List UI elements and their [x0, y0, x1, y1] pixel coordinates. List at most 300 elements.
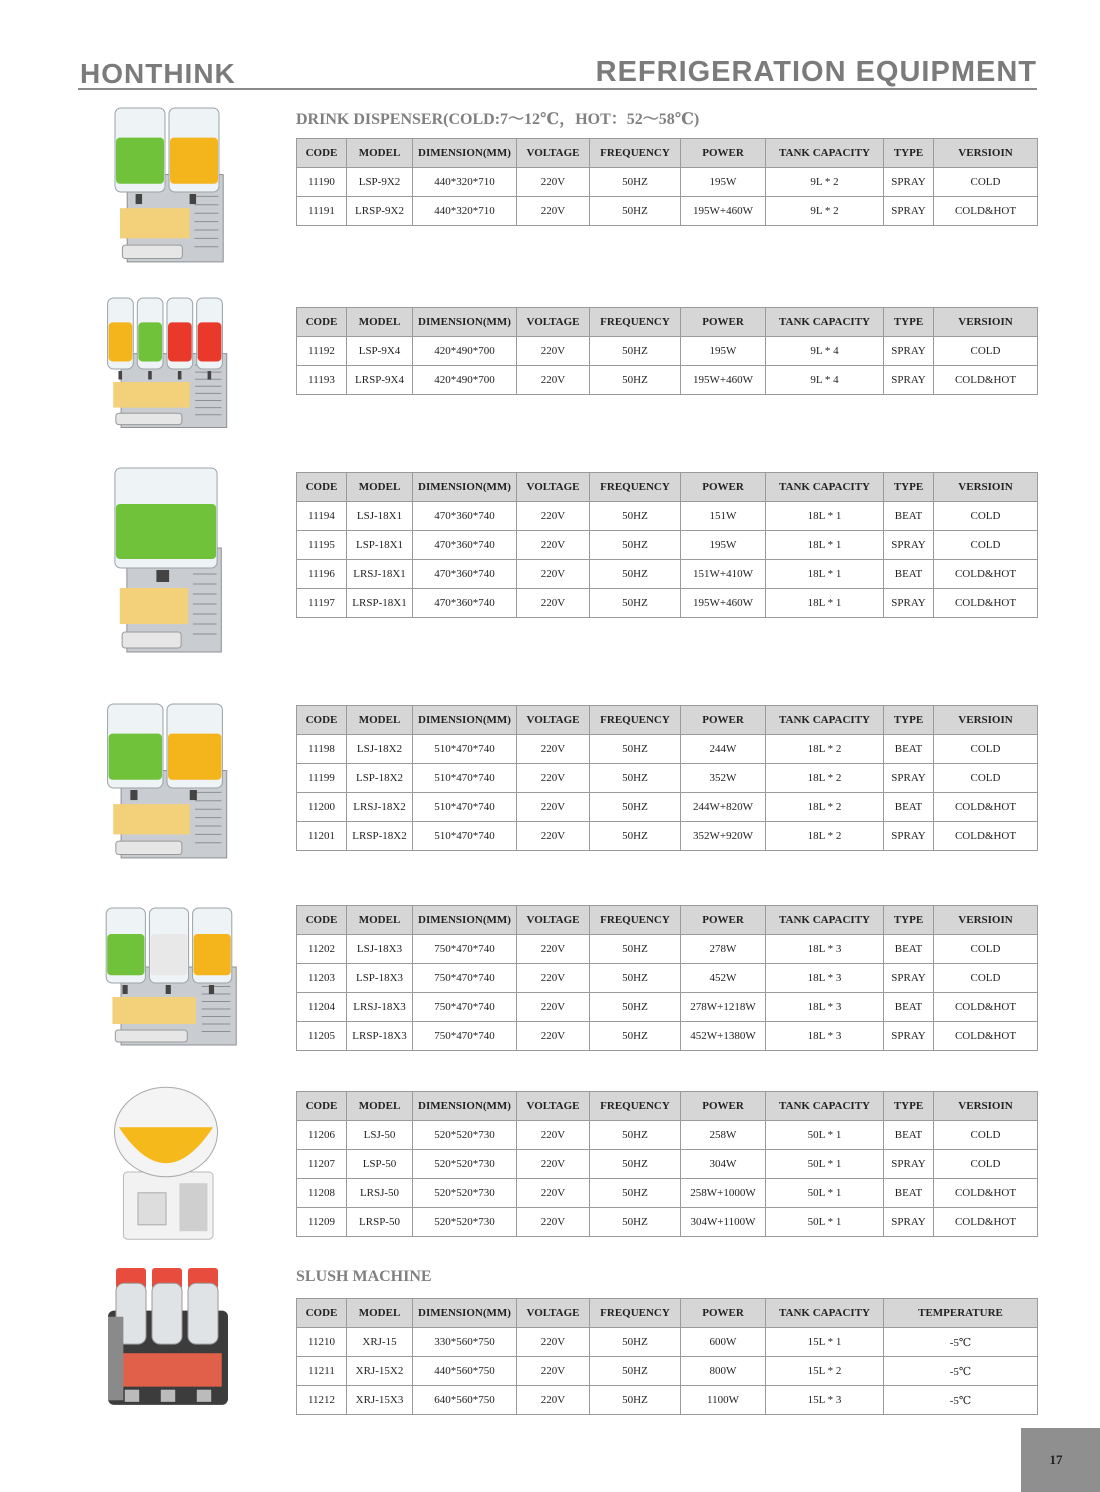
table-cell: 220V: [517, 1121, 590, 1150]
spec-table: [296, 307, 1038, 395]
column-header: CODE: [297, 1299, 347, 1328]
table-row: [297, 964, 1038, 993]
table-row: [297, 1022, 1038, 1051]
table-cell: 50L * 1: [766, 1150, 884, 1179]
table-row: [297, 1179, 1038, 1208]
table-cell: 520*520*730: [413, 1208, 517, 1237]
table-cell: 11200: [297, 793, 347, 822]
table-cell: SPRAY: [884, 168, 934, 197]
column-header: CODE: [297, 1092, 347, 1121]
table-cell: 510*470*740: [413, 735, 517, 764]
column-header: DIMENSION(MM): [413, 706, 517, 735]
table-cell: 220V: [517, 764, 590, 793]
table-row: [297, 735, 1038, 764]
table-cell: 220V: [517, 1150, 590, 1179]
column-header: POWER: [681, 1092, 766, 1121]
table-cell: 11202: [297, 935, 347, 964]
table-cell: 220V: [517, 735, 590, 764]
table-cell: SPRAY: [884, 764, 934, 793]
table-cell: 420*490*700: [413, 366, 517, 395]
table-cell: 470*360*740: [413, 531, 517, 560]
table-cell: 15L * 1: [766, 1328, 884, 1357]
table-cell: 244W+820W: [681, 793, 766, 822]
table-cell: 151W: [681, 502, 766, 531]
column-header: MODEL: [347, 1092, 413, 1121]
table-cell: LSJ-18X2: [347, 735, 413, 764]
table-cell: LRSJ-18X3: [347, 993, 413, 1022]
table-cell: 11205: [297, 1022, 347, 1051]
table-row: [297, 197, 1038, 226]
table-cell: -5℃: [884, 1357, 1038, 1386]
table-cell: 18L * 1: [766, 531, 884, 560]
table-row: [297, 1357, 1038, 1386]
table-cell: 278W+1218W: [681, 993, 766, 1022]
column-header: VERSIOIN: [934, 1092, 1038, 1121]
table-cell: COLD: [934, 1121, 1038, 1150]
column-header: FREQUENCY: [590, 473, 681, 502]
table-cell: 195W+460W: [681, 366, 766, 395]
table-cell: 50HZ: [590, 822, 681, 851]
table-cell: 11210: [297, 1328, 347, 1357]
table-cell: 220V: [517, 168, 590, 197]
table-row: [297, 1386, 1038, 1415]
table-cell: COLD&HOT: [934, 197, 1038, 226]
table-cell: 520*520*730: [413, 1121, 517, 1150]
table-cell: LSP-18X3: [347, 964, 413, 993]
table-cell: 750*470*740: [413, 993, 517, 1022]
table-cell: COLD: [934, 531, 1038, 560]
table-cell: COLD&HOT: [934, 589, 1038, 618]
column-header: MODEL: [347, 906, 413, 935]
table-cell: 50HZ: [590, 197, 681, 226]
table-cell: 50HZ: [590, 366, 681, 395]
table-header-row: [297, 139, 1038, 168]
table-cell: 18L * 1: [766, 560, 884, 589]
column-header: VOLTAGE: [517, 308, 590, 337]
column-header: FREQUENCY: [590, 1092, 681, 1121]
table-cell: 640*560*750: [413, 1386, 517, 1415]
table-cell: LRSP-18X3: [347, 1022, 413, 1051]
table-cell: 220V: [517, 993, 590, 1022]
table-cell: 258W+1000W: [681, 1179, 766, 1208]
table-header-row: [297, 473, 1038, 502]
column-header: CODE: [297, 308, 347, 337]
table-cell: 510*470*740: [413, 764, 517, 793]
table-cell: SPRAY: [884, 366, 934, 395]
column-header: POWER: [681, 473, 766, 502]
table-cell: BEAT: [884, 735, 934, 764]
table-header-row: [297, 706, 1038, 735]
table-cell: 220V: [517, 1179, 590, 1208]
column-header: FREQUENCY: [590, 906, 681, 935]
table-cell: 520*520*730: [413, 1179, 517, 1208]
table-cell: 750*470*740: [413, 935, 517, 964]
table-cell: 50HZ: [590, 1179, 681, 1208]
table-cell: 220V: [517, 589, 590, 618]
column-header: FREQUENCY: [590, 139, 681, 168]
table-cell: 151W+410W: [681, 560, 766, 589]
table-cell: 220V: [517, 1208, 590, 1237]
table-row: [297, 793, 1038, 822]
spec-table: [296, 1091, 1038, 1237]
table-cell: SPRAY: [884, 589, 934, 618]
table-cell: LRSP-50: [347, 1208, 413, 1237]
table-cell: COLD: [934, 168, 1038, 197]
column-header: VOLTAGE: [517, 473, 590, 502]
table-cell: COLD&HOT: [934, 560, 1038, 589]
table-row: [297, 764, 1038, 793]
table-cell: LSP-9X2: [347, 168, 413, 197]
drink-dispenser-4-tank-icon: [100, 294, 232, 436]
column-header: FREQUENCY: [590, 1299, 681, 1328]
table-cell: LRSJ-18X2: [347, 793, 413, 822]
table-cell: 195W+460W: [681, 589, 766, 618]
column-header: MODEL: [347, 308, 413, 337]
table-cell: COLD&HOT: [934, 822, 1038, 851]
table-cell: 50HZ: [590, 735, 681, 764]
table-cell: 15L * 3: [766, 1386, 884, 1415]
table-cell: 50HZ: [590, 1150, 681, 1179]
table-cell: BEAT: [884, 793, 934, 822]
table-cell: LRSP-18X2: [347, 822, 413, 851]
column-header: CODE: [297, 473, 347, 502]
table-cell: SPRAY: [884, 822, 934, 851]
table-cell: 452W: [681, 964, 766, 993]
table-cell: 18L * 3: [766, 964, 884, 993]
table-cell: COLD&HOT: [934, 1022, 1038, 1051]
table-cell: BEAT: [884, 935, 934, 964]
drink-dispenser-2-tank-icon: [108, 104, 228, 272]
column-header: TYPE: [884, 473, 934, 502]
table-cell: 220V: [517, 502, 590, 531]
column-header: MODEL: [347, 139, 413, 168]
table-cell: 15L * 2: [766, 1357, 884, 1386]
table-cell: 510*470*740: [413, 793, 517, 822]
product-image: [98, 904, 242, 1054]
table-cell: 330*560*750: [413, 1328, 517, 1357]
column-header: TANK CAPACITY: [766, 308, 884, 337]
table-cell: 50HZ: [590, 502, 681, 531]
column-header: DIMENSION(MM): [413, 308, 517, 337]
table-header-row: [297, 1299, 1038, 1328]
table-cell: LRSJ-18X1: [347, 560, 413, 589]
spec-table: [296, 705, 1038, 851]
table-cell: 50HZ: [590, 589, 681, 618]
table-cell: 470*360*740: [413, 502, 517, 531]
table-row: [297, 822, 1038, 851]
column-header: VOLTAGE: [517, 1299, 590, 1328]
spec-table: [296, 138, 1038, 226]
drink-dispenser-50l-icon: [110, 1084, 222, 1244]
product-image: [108, 464, 226, 664]
table-cell: SPRAY: [884, 1022, 934, 1051]
column-header: TEMPERATURE: [884, 1299, 1038, 1328]
slush-machine-icon: [104, 1262, 232, 1414]
table-cell: 50HZ: [590, 168, 681, 197]
catalog-category: REFRIGERATION EQUIPMENT: [595, 56, 1037, 88]
column-header: FREQUENCY: [590, 308, 681, 337]
table-cell: 220V: [517, 197, 590, 226]
table-cell: XRJ-15X2: [347, 1357, 413, 1386]
column-header: VOLTAGE: [517, 139, 590, 168]
table-cell: COLD: [934, 1150, 1038, 1179]
table-cell: LSP-9X4: [347, 337, 413, 366]
column-header: MODEL: [347, 473, 413, 502]
column-header: TANK CAPACITY: [766, 1299, 884, 1328]
header-rule: [78, 88, 1037, 90]
table-row: [297, 1208, 1038, 1237]
table-cell: COLD&HOT: [934, 366, 1038, 395]
column-header: VERSIOIN: [934, 139, 1038, 168]
column-header: POWER: [681, 906, 766, 935]
table-cell: 220V: [517, 337, 590, 366]
table-cell: 220V: [517, 1328, 590, 1357]
column-header: CODE: [297, 906, 347, 935]
table-row: [297, 560, 1038, 589]
table-cell: 220V: [517, 935, 590, 964]
table-cell: 11212: [297, 1386, 347, 1415]
table-cell: 220V: [517, 793, 590, 822]
table-cell: 50HZ: [590, 964, 681, 993]
column-header: DIMENSION(MM): [413, 1092, 517, 1121]
table-cell: 18L * 2: [766, 764, 884, 793]
table-cell: 352W+920W: [681, 822, 766, 851]
column-header: POWER: [681, 706, 766, 735]
column-header: DIMENSION(MM): [413, 139, 517, 168]
table-cell: XRJ-15X3: [347, 1386, 413, 1415]
table-cell: 510*470*740: [413, 822, 517, 851]
column-header: VERSIOIN: [934, 706, 1038, 735]
table-cell: COLD: [934, 502, 1038, 531]
column-header: DIMENSION(MM): [413, 906, 517, 935]
drink-dispenser-3-tank-icon: [98, 904, 242, 1054]
table-cell: LSP-50: [347, 1150, 413, 1179]
column-header: VERSIOIN: [934, 473, 1038, 502]
table-cell: 304W+1100W: [681, 1208, 766, 1237]
table-cell: 11206: [297, 1121, 347, 1150]
table-header-row: [297, 1092, 1038, 1121]
column-header: VERSIOIN: [934, 906, 1038, 935]
table-cell: SPRAY: [884, 1150, 934, 1179]
table-cell: 9L * 2: [766, 197, 884, 226]
table-cell: 9L * 2: [766, 168, 884, 197]
table-cell: 304W: [681, 1150, 766, 1179]
table-header-row: [297, 906, 1038, 935]
table-cell: 18L * 1: [766, 502, 884, 531]
table-cell: 470*360*740: [413, 589, 517, 618]
table-cell: COLD&HOT: [934, 1179, 1038, 1208]
table-row: [297, 531, 1038, 560]
table-cell: 18L * 1: [766, 589, 884, 618]
table-cell: COLD: [934, 764, 1038, 793]
table-cell: 220V: [517, 964, 590, 993]
table-cell: 50HZ: [590, 1357, 681, 1386]
column-header: TANK CAPACITY: [766, 706, 884, 735]
column-header: TYPE: [884, 139, 934, 168]
column-header: TANK CAPACITY: [766, 1092, 884, 1121]
table-cell: COLD&HOT: [934, 793, 1038, 822]
table-cell: -5℃: [884, 1386, 1038, 1415]
section-title-slush-machine: SLUSH MACHINE: [296, 1268, 432, 1285]
table-cell: LSP-18X2: [347, 764, 413, 793]
column-header: TYPE: [884, 308, 934, 337]
table-cell: 220V: [517, 1386, 590, 1415]
table-cell: BEAT: [884, 502, 934, 531]
column-header: TYPE: [884, 906, 934, 935]
table-cell: 470*360*740: [413, 560, 517, 589]
table-cell: 18L * 3: [766, 935, 884, 964]
table-cell: 750*470*740: [413, 964, 517, 993]
table-row: [297, 589, 1038, 618]
table-row: [297, 366, 1038, 395]
table-cell: SPRAY: [884, 1208, 934, 1237]
table-cell: 1100W: [681, 1386, 766, 1415]
table-cell: 440*560*750: [413, 1357, 517, 1386]
table-cell: 452W+1380W: [681, 1022, 766, 1051]
table-cell: 50HZ: [590, 1208, 681, 1237]
table-cell: BEAT: [884, 1179, 934, 1208]
column-header: TANK CAPACITY: [766, 139, 884, 168]
table-cell: BEAT: [884, 560, 934, 589]
table-cell: LRSP-9X4: [347, 366, 413, 395]
column-header: POWER: [681, 308, 766, 337]
table-cell: 50HZ: [590, 531, 681, 560]
table-cell: 11209: [297, 1208, 347, 1237]
table-cell: LRSJ-50: [347, 1179, 413, 1208]
table-cell: 50HZ: [590, 337, 681, 366]
table-cell: 195W: [681, 337, 766, 366]
table-row: [297, 1328, 1038, 1357]
table-cell: 11204: [297, 993, 347, 1022]
product-image: [100, 294, 232, 436]
table-cell: 11198: [297, 735, 347, 764]
table-cell: 11192: [297, 337, 347, 366]
table-cell: 220V: [517, 531, 590, 560]
section-title-drink-dispenser: DRINK DISPENSER(COLD:7～12℃，HOT：52～58℃): [296, 111, 700, 128]
table-header-row: [297, 308, 1038, 337]
table-cell: 11195: [297, 531, 347, 560]
table-cell: LSJ-50: [347, 1121, 413, 1150]
column-header: FREQUENCY: [590, 706, 681, 735]
table-cell: 195W: [681, 168, 766, 197]
column-header: TYPE: [884, 1092, 934, 1121]
table-cell: 50HZ: [590, 1328, 681, 1357]
table-cell: 440*320*710: [413, 168, 517, 197]
table-cell: LSJ-18X1: [347, 502, 413, 531]
table-cell: 18L * 2: [766, 735, 884, 764]
column-header: MODEL: [347, 1299, 413, 1328]
table-cell: 11211: [297, 1357, 347, 1386]
column-header: CODE: [297, 706, 347, 735]
table-cell: 220V: [517, 1022, 590, 1051]
brand-name: HONTHINK: [80, 58, 236, 89]
column-header: POWER: [681, 1299, 766, 1328]
table-cell: 220V: [517, 366, 590, 395]
table-cell: 18L * 2: [766, 793, 884, 822]
table-cell: 11207: [297, 1150, 347, 1179]
table-row: [297, 502, 1038, 531]
table-cell: 18L * 3: [766, 1022, 884, 1051]
table-cell: 11208: [297, 1179, 347, 1208]
table-cell: 278W: [681, 935, 766, 964]
column-header: MODEL: [347, 706, 413, 735]
table-cell: 18L * 2: [766, 822, 884, 851]
table-cell: 50HZ: [590, 793, 681, 822]
column-header: DIMENSION(MM): [413, 1299, 517, 1328]
table-cell: 9L * 4: [766, 337, 884, 366]
table-cell: 11196: [297, 560, 347, 589]
table-cell: BEAT: [884, 993, 934, 1022]
drink-dispenser-2-tank-icon: [100, 700, 232, 868]
column-header: VOLTAGE: [517, 1092, 590, 1121]
table-cell: 50HZ: [590, 1022, 681, 1051]
table-cell: 50L * 1: [766, 1179, 884, 1208]
table-cell: 11191: [297, 197, 347, 226]
column-header: DIMENSION(MM): [413, 473, 517, 502]
table-cell: 50HZ: [590, 993, 681, 1022]
column-header: VERSIOIN: [934, 308, 1038, 337]
table-cell: COLD&HOT: [934, 1208, 1038, 1237]
spec-table: [296, 905, 1038, 1051]
table-cell: COLD&HOT: [934, 993, 1038, 1022]
table-cell: 50L * 1: [766, 1208, 884, 1237]
table-cell: 11190: [297, 168, 347, 197]
table-cell: 420*490*700: [413, 337, 517, 366]
table-cell: 800W: [681, 1357, 766, 1386]
product-image: [100, 700, 232, 868]
table-row: [297, 935, 1038, 964]
column-header: TANK CAPACITY: [766, 473, 884, 502]
table-cell: SPRAY: [884, 531, 934, 560]
table-row: [297, 168, 1038, 197]
table-cell: 244W: [681, 735, 766, 764]
table-cell: 50HZ: [590, 1386, 681, 1415]
table-cell: 50HZ: [590, 1121, 681, 1150]
table-cell: 220V: [517, 560, 590, 589]
table-row: [297, 337, 1038, 366]
column-header: VOLTAGE: [517, 906, 590, 935]
table-cell: 18L * 3: [766, 993, 884, 1022]
spec-table: [296, 472, 1038, 618]
table-cell: -5℃: [884, 1328, 1038, 1357]
table-cell: COLD: [934, 735, 1038, 764]
column-header: TYPE: [884, 706, 934, 735]
table-cell: 11194: [297, 502, 347, 531]
table-cell: LRSP-9X2: [347, 197, 413, 226]
table-cell: 9L * 4: [766, 366, 884, 395]
slush-spec-table: [296, 1298, 1038, 1415]
table-cell: LSP-18X1: [347, 531, 413, 560]
column-header: POWER: [681, 139, 766, 168]
table-cell: 195W: [681, 531, 766, 560]
table-cell: 520*520*730: [413, 1150, 517, 1179]
product-image: [110, 1084, 222, 1244]
table-cell: 11201: [297, 822, 347, 851]
table-cell: 50L * 1: [766, 1121, 884, 1150]
table-cell: 11197: [297, 589, 347, 618]
table-cell: 11193: [297, 366, 347, 395]
table-cell: 440*320*710: [413, 197, 517, 226]
table-cell: SPRAY: [884, 337, 934, 366]
table-cell: 195W+460W: [681, 197, 766, 226]
table-cell: 50HZ: [590, 560, 681, 589]
table-cell: 11199: [297, 764, 347, 793]
column-header: TANK CAPACITY: [766, 906, 884, 935]
product-image: [104, 1262, 232, 1414]
table-cell: 11203: [297, 964, 347, 993]
table-cell: LRSP-18X1: [347, 589, 413, 618]
table-cell: 50HZ: [590, 935, 681, 964]
